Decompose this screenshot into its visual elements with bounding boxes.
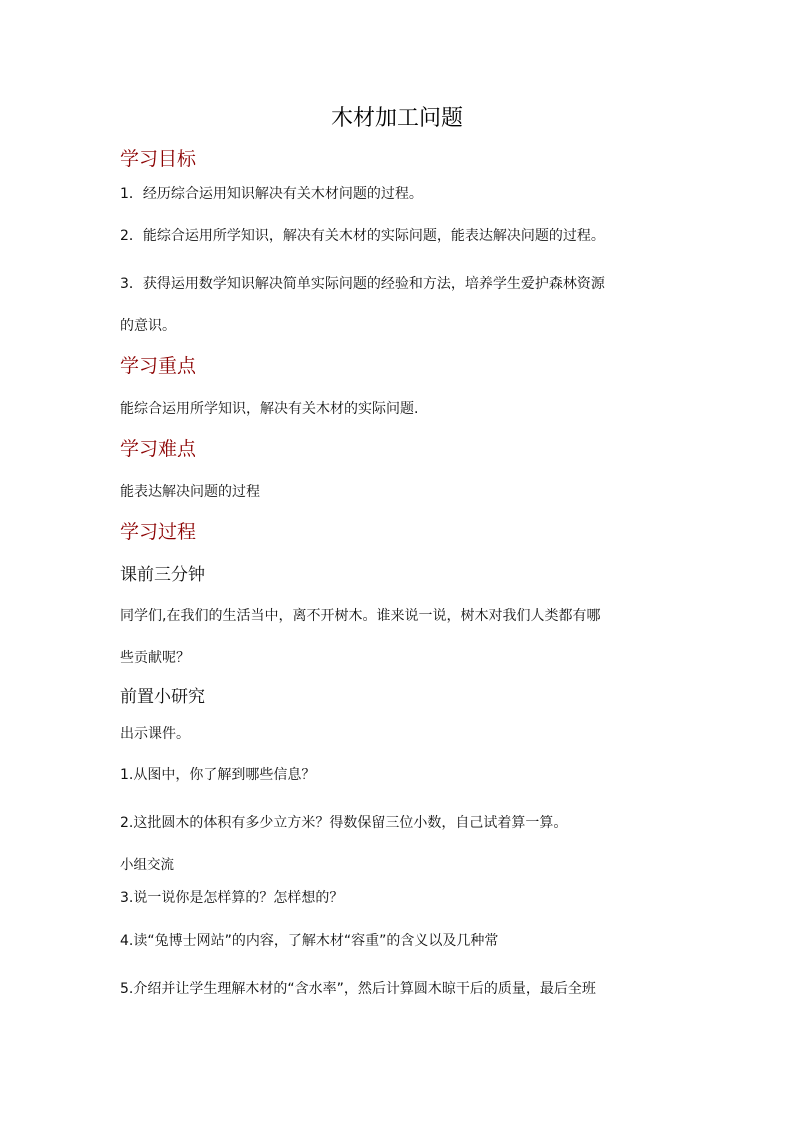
- group-question-5: 5.介绍并让学生理解木材的“含水率”，然后计算圆木晾干后的质量，最后全班: [120, 981, 596, 997]
- objective-item-3-continued: 的意识。: [120, 318, 176, 334]
- objective-item-2: 2．能综合运用所学知识，解决有关木材的实际问题，能表达解决问题的过程。: [120, 228, 605, 244]
- key-points-text: 能综合运用所学知识，解决有关木材的实际问题.: [120, 401, 419, 417]
- process-heading: 学习过程: [120, 521, 197, 543]
- objective-item-3: 3．获得运用数学知识解决简单实际问题的经验和方法，培养学生爱护森林资源: [120, 276, 605, 292]
- group-discussion-label: 小组交流: [120, 857, 174, 873]
- warmup-line-1: 同学们,在我们的生活当中，离不开树木。谁来说一说，树木对我们人类都有哪: [120, 608, 601, 624]
- warmup-line-2: 些贡献呢？: [120, 650, 190, 666]
- preview-question-2: 2.这批圆木的体积有多少立方米？得数保留三位小数，自己试着算一算。: [120, 815, 568, 831]
- warmup-heading: 课前三分钟: [120, 565, 205, 585]
- preview-question-1: 1.从图中，你了解到哪些信息？: [120, 767, 316, 783]
- objectives-heading: 学习目标: [120, 148, 197, 170]
- group-question-3: 3.说一说你是怎样算的？怎样想的？: [120, 890, 344, 906]
- document-title: 木材加工问题: [330, 106, 463, 131]
- group-question-4: 4.读“兔博士网站”的内容，了解木材“容重”的含义以及几种常: [120, 933, 499, 949]
- preview-text: 出示课件。: [120, 726, 190, 742]
- difficulties-heading: 学习难点: [120, 438, 197, 460]
- difficulties-text: 能表达解决问题的过程: [120, 484, 260, 500]
- objective-item-1: 1．经历综合运用知识解决有关木材问题的过程。: [120, 186, 423, 202]
- key-points-heading: 学习重点: [120, 355, 197, 377]
- preview-heading: 前置小研究: [120, 687, 205, 707]
